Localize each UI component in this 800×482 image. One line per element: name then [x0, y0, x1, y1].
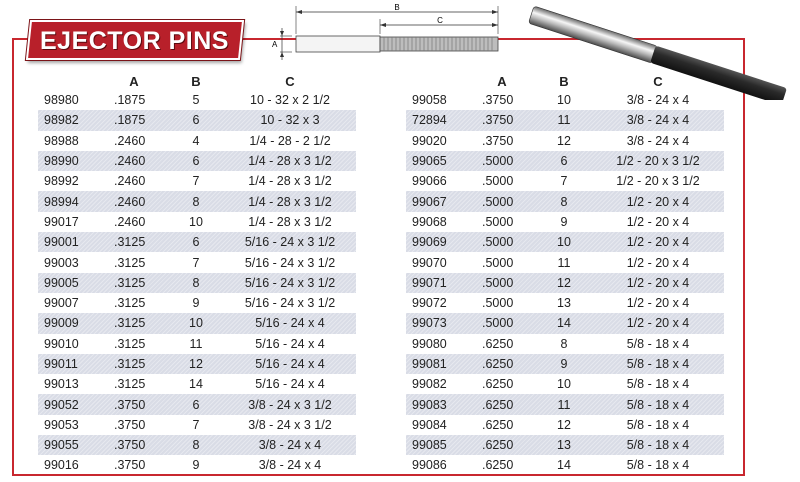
- cell-c: 1/4 - 28 x 3 1/2: [248, 194, 332, 209]
- cell-a: .3750: [482, 133, 514, 148]
- column-header-a: A: [129, 73, 139, 89]
- cell-c: 5/16 - 24 x 4: [255, 316, 325, 331]
- column-header-b: B: [191, 73, 201, 89]
- cell-c: 5/8 - 18 x 4: [626, 438, 690, 453]
- page-title: EJECTOR PINS: [40, 27, 229, 55]
- cell-part-number: 99009: [44, 316, 79, 331]
- table-row: [406, 415, 724, 435]
- table-header: [406, 72, 724, 90]
- cell-part-number: 99010: [44, 336, 79, 351]
- cell-c: 1/4 - 28 x 3 1/2: [248, 154, 332, 169]
- cell-b: 8: [192, 438, 200, 453]
- cell-a: .2460: [114, 133, 146, 148]
- cell-b: 8: [192, 275, 200, 290]
- cell-part-number: 99080: [412, 336, 447, 351]
- cell-b: 6: [192, 397, 200, 412]
- cell-b: 10: [557, 377, 571, 392]
- cell-b: 12: [189, 357, 203, 371]
- cell-a: .5000: [482, 316, 514, 331]
- cell-b: 13: [557, 296, 571, 311]
- cell-c: 5/16 - 24 x 4: [255, 336, 325, 351]
- cell-a: .6250: [482, 438, 514, 453]
- cell-c: 3/8 - 24 x 3 1/2: [248, 397, 332, 412]
- cell-a: .6250: [482, 458, 514, 473]
- table-row: [38, 334, 356, 354]
- cell-a: .1875: [114, 113, 146, 128]
- cell-a: .3125: [114, 377, 146, 392]
- cell-part-number: 99020: [412, 133, 447, 148]
- cell-a: .3125: [114, 357, 146, 371]
- table-row: [38, 232, 356, 252]
- cell-c: 3/8 - 24 x 4: [626, 133, 690, 148]
- cell-a: .5000: [482, 235, 514, 250]
- cell-b: 11: [189, 336, 203, 351]
- table-row: [38, 191, 356, 211]
- cell-a: .3125: [114, 316, 146, 331]
- cell-a: .5000: [482, 275, 514, 290]
- cell-part-number: 99065: [412, 154, 447, 169]
- table-row: [406, 334, 724, 354]
- table-row: [38, 293, 356, 313]
- cell-b: 10: [557, 93, 571, 108]
- cell-b: 5: [192, 93, 200, 108]
- table-row: [406, 354, 724, 374]
- table-row: [38, 110, 356, 130]
- dimension-c-label: C: [437, 16, 443, 25]
- cell-c: 1/2 - 20 x 4: [626, 235, 690, 250]
- cell-c: 5/8 - 18 x 4: [626, 458, 690, 473]
- cell-b: 9: [560, 214, 568, 229]
- cell-a: .3750: [482, 113, 514, 128]
- cell-b: 9: [192, 296, 200, 311]
- cell-c: 5/8 - 18 x 4: [626, 377, 690, 392]
- column-header-b: B: [559, 73, 569, 89]
- cell-b: 12: [557, 275, 571, 290]
- table-header: [38, 72, 356, 90]
- cell-a: .5000: [482, 154, 514, 169]
- table-row: [406, 212, 724, 232]
- cell-b: 7: [560, 174, 568, 189]
- cell-c: 5/8 - 18 x 4: [626, 417, 690, 432]
- cell-b: 9: [560, 357, 568, 371]
- cell-a: .3125: [114, 275, 146, 290]
- cell-part-number: 99071: [412, 275, 447, 290]
- column-header-a: A: [497, 73, 507, 89]
- cell-b: 4: [192, 133, 200, 148]
- cell-a: .5000: [482, 174, 514, 189]
- cell-part-number: 99053: [44, 417, 79, 432]
- cell-a: .5000: [482, 255, 514, 270]
- table-row: [406, 232, 724, 252]
- table-row: [406, 110, 724, 130]
- table-row: [38, 212, 356, 232]
- cell-c: 5/16 - 24 x 3 1/2: [244, 296, 336, 311]
- cell-part-number: 98994: [44, 194, 79, 209]
- cell-c: 5/16 - 24 x 3 1/2: [244, 275, 336, 290]
- table-row: [406, 151, 724, 171]
- cell-part-number: 99082: [412, 377, 447, 392]
- cell-b: 8: [560, 336, 568, 351]
- cell-c: 5/8 - 18 x 4: [626, 336, 690, 351]
- cell-b: 8: [192, 194, 200, 209]
- cell-a: .3750: [114, 458, 146, 473]
- cell-c: 3/8 - 24 x 4: [626, 113, 690, 128]
- cell-part-number: 99007: [44, 296, 79, 311]
- cell-a: .5000: [482, 194, 514, 209]
- cell-part-number: 99067: [412, 194, 447, 209]
- table-row: [38, 90, 356, 110]
- cell-a: .2460: [114, 214, 146, 229]
- cell-part-number: 72894: [412, 113, 447, 128]
- cell-part-number: 99083: [412, 397, 447, 412]
- dimension-a-label: A: [272, 40, 278, 49]
- cell-c: 5/16 - 24 x 3 1/2: [244, 255, 336, 270]
- cell-a: .6250: [482, 336, 514, 351]
- cell-b: 6: [192, 113, 200, 128]
- cell-a: .6250: [482, 357, 514, 371]
- cell-c: 5/8 - 18 x 4: [626, 357, 690, 371]
- cell-a: .1875: [114, 93, 146, 108]
- table-row: [406, 455, 724, 475]
- cell-part-number: 99066: [412, 174, 447, 189]
- column-header-c: C: [285, 73, 295, 89]
- cell-part-number: 99085: [412, 438, 447, 453]
- cell-c: 1/2 - 20 x 4: [626, 275, 690, 290]
- cell-a: .3125: [114, 235, 146, 250]
- cell-b: 8: [560, 194, 568, 209]
- cell-part-number: 99058: [412, 93, 447, 108]
- cell-c: 10 - 32 x 2 1/2: [250, 93, 330, 108]
- cell-b: 7: [192, 255, 200, 270]
- cell-a: .3750: [114, 397, 146, 412]
- table-row: [38, 354, 356, 374]
- cell-a: .5000: [482, 296, 514, 311]
- table-row: [38, 131, 356, 151]
- cell-a: .2460: [114, 154, 146, 169]
- cell-c: 5/16 - 24 x 4: [255, 377, 325, 392]
- cell-part-number: 99073: [412, 316, 447, 331]
- cell-c: 1/4 - 28 - 2 1/2: [249, 133, 331, 148]
- cell-b: 12: [557, 133, 571, 148]
- cell-b: 6: [560, 154, 568, 169]
- cell-a: .6250: [482, 377, 514, 392]
- cell-part-number: 99052: [44, 397, 79, 412]
- cell-part-number: 99069: [412, 235, 447, 250]
- cell-part-number: 99081: [412, 357, 447, 371]
- dimension-b-label: B: [394, 3, 400, 12]
- table-row: [406, 394, 724, 414]
- table-row: [406, 191, 724, 211]
- column-header-c: C: [653, 73, 663, 89]
- cell-c: 1/2 - 20 x 4: [626, 194, 690, 209]
- cell-part-number: 99003: [44, 255, 79, 270]
- cell-a: .6250: [482, 417, 514, 432]
- table-right: [406, 72, 724, 476]
- cell-c: 1/2 - 20 x 4: [626, 255, 690, 270]
- cell-part-number: 98990: [44, 154, 79, 169]
- cell-c: 1/2 - 20 x 3 1/2: [616, 174, 700, 189]
- cell-b: 9: [192, 458, 200, 473]
- cell-a: .3125: [114, 296, 146, 311]
- table-row: [406, 374, 724, 394]
- table-row: [38, 415, 356, 435]
- cell-a: .3125: [114, 336, 146, 351]
- cell-part-number: 98982: [44, 113, 79, 128]
- cell-b: 10: [189, 214, 203, 229]
- cell-b: 6: [192, 154, 200, 169]
- table-row: [406, 273, 724, 293]
- cell-b: 13: [557, 438, 571, 453]
- cell-c: 1/2 - 20 x 4: [626, 296, 690, 311]
- table-row: [406, 293, 724, 313]
- table-row: [38, 455, 356, 475]
- cell-part-number: 98988: [44, 133, 79, 148]
- cell-part-number: 99005: [44, 275, 79, 290]
- cell-part-number: 99072: [412, 296, 447, 311]
- cell-c: 5/16 - 24 x 4: [255, 357, 325, 371]
- cell-a: .3750: [482, 93, 514, 108]
- table-row: [38, 171, 356, 191]
- cell-b: 12: [557, 417, 571, 432]
- cell-c: 3/8 - 24 x 4: [258, 458, 322, 473]
- table-row: [38, 151, 356, 171]
- cell-b: 7: [192, 174, 200, 189]
- cell-part-number: 99001: [44, 235, 79, 250]
- cell-c: 1/2 - 20 x 4: [626, 316, 690, 331]
- cell-a: .3750: [114, 417, 146, 432]
- cell-b: 14: [189, 377, 203, 392]
- table-row: [38, 394, 356, 414]
- table-row: [406, 90, 724, 110]
- table-row: [406, 435, 724, 455]
- cell-a: .5000: [482, 214, 514, 229]
- table-row: [38, 374, 356, 394]
- cell-part-number: 99070: [412, 255, 447, 270]
- cell-c: 5/8 - 18 x 4: [626, 397, 690, 412]
- cell-b: 14: [557, 458, 571, 473]
- table-row: [406, 131, 724, 151]
- cell-b: 10: [189, 316, 203, 331]
- table-row: [406, 313, 724, 333]
- table-row: [406, 252, 724, 272]
- cell-a: .2460: [114, 194, 146, 209]
- cell-part-number: 99068: [412, 214, 447, 229]
- cell-b: 11: [557, 397, 571, 412]
- cell-part-number: 99055: [44, 438, 79, 453]
- cell-part-number: 99017: [44, 214, 79, 229]
- cell-b: 11: [557, 113, 571, 128]
- cell-c: 3/8 - 24 x 4: [258, 438, 322, 453]
- table-row: [406, 171, 724, 191]
- cell-c: 1/2 - 20 x 4: [626, 214, 690, 229]
- cell-b: 6: [192, 235, 200, 250]
- table-row: [38, 313, 356, 333]
- table-row: [38, 435, 356, 455]
- cell-part-number: 98992: [44, 174, 79, 189]
- table-row: [38, 273, 356, 293]
- cell-part-number: 99013: [44, 377, 79, 392]
- cell-c: 3/8 - 24 x 4: [626, 93, 690, 108]
- cell-a: .2460: [114, 174, 146, 189]
- cell-part-number: 99086: [412, 458, 447, 473]
- cell-b: 14: [557, 316, 571, 331]
- cell-b: 11: [557, 255, 571, 270]
- cell-a: .6250: [482, 397, 514, 412]
- cell-part-number: 99016: [44, 458, 79, 473]
- cell-a: .3125: [114, 255, 146, 270]
- cell-part-number: 99011: [44, 357, 78, 371]
- cell-c: 1/4 - 28 x 3 1/2: [248, 214, 332, 229]
- cell-b: 7: [192, 417, 200, 432]
- cell-c: 10 - 32 x 3: [260, 113, 320, 128]
- table-row: [38, 252, 356, 272]
- dimension-diagram: [268, 0, 518, 64]
- table-left: [38, 72, 356, 476]
- cell-c: 5/16 - 24 x 3 1/2: [244, 235, 336, 250]
- cell-c: 1/2 - 20 x 3 1/2: [616, 154, 700, 169]
- cell-c: 1/4 - 28 x 3 1/2: [248, 174, 332, 189]
- cell-part-number: 99084: [412, 417, 447, 432]
- cell-part-number: 98980: [44, 93, 79, 108]
- cell-c: 3/8 - 24 x 3 1/2: [248, 417, 332, 432]
- cell-b: 10: [557, 235, 571, 250]
- cell-a: .3750: [114, 438, 146, 453]
